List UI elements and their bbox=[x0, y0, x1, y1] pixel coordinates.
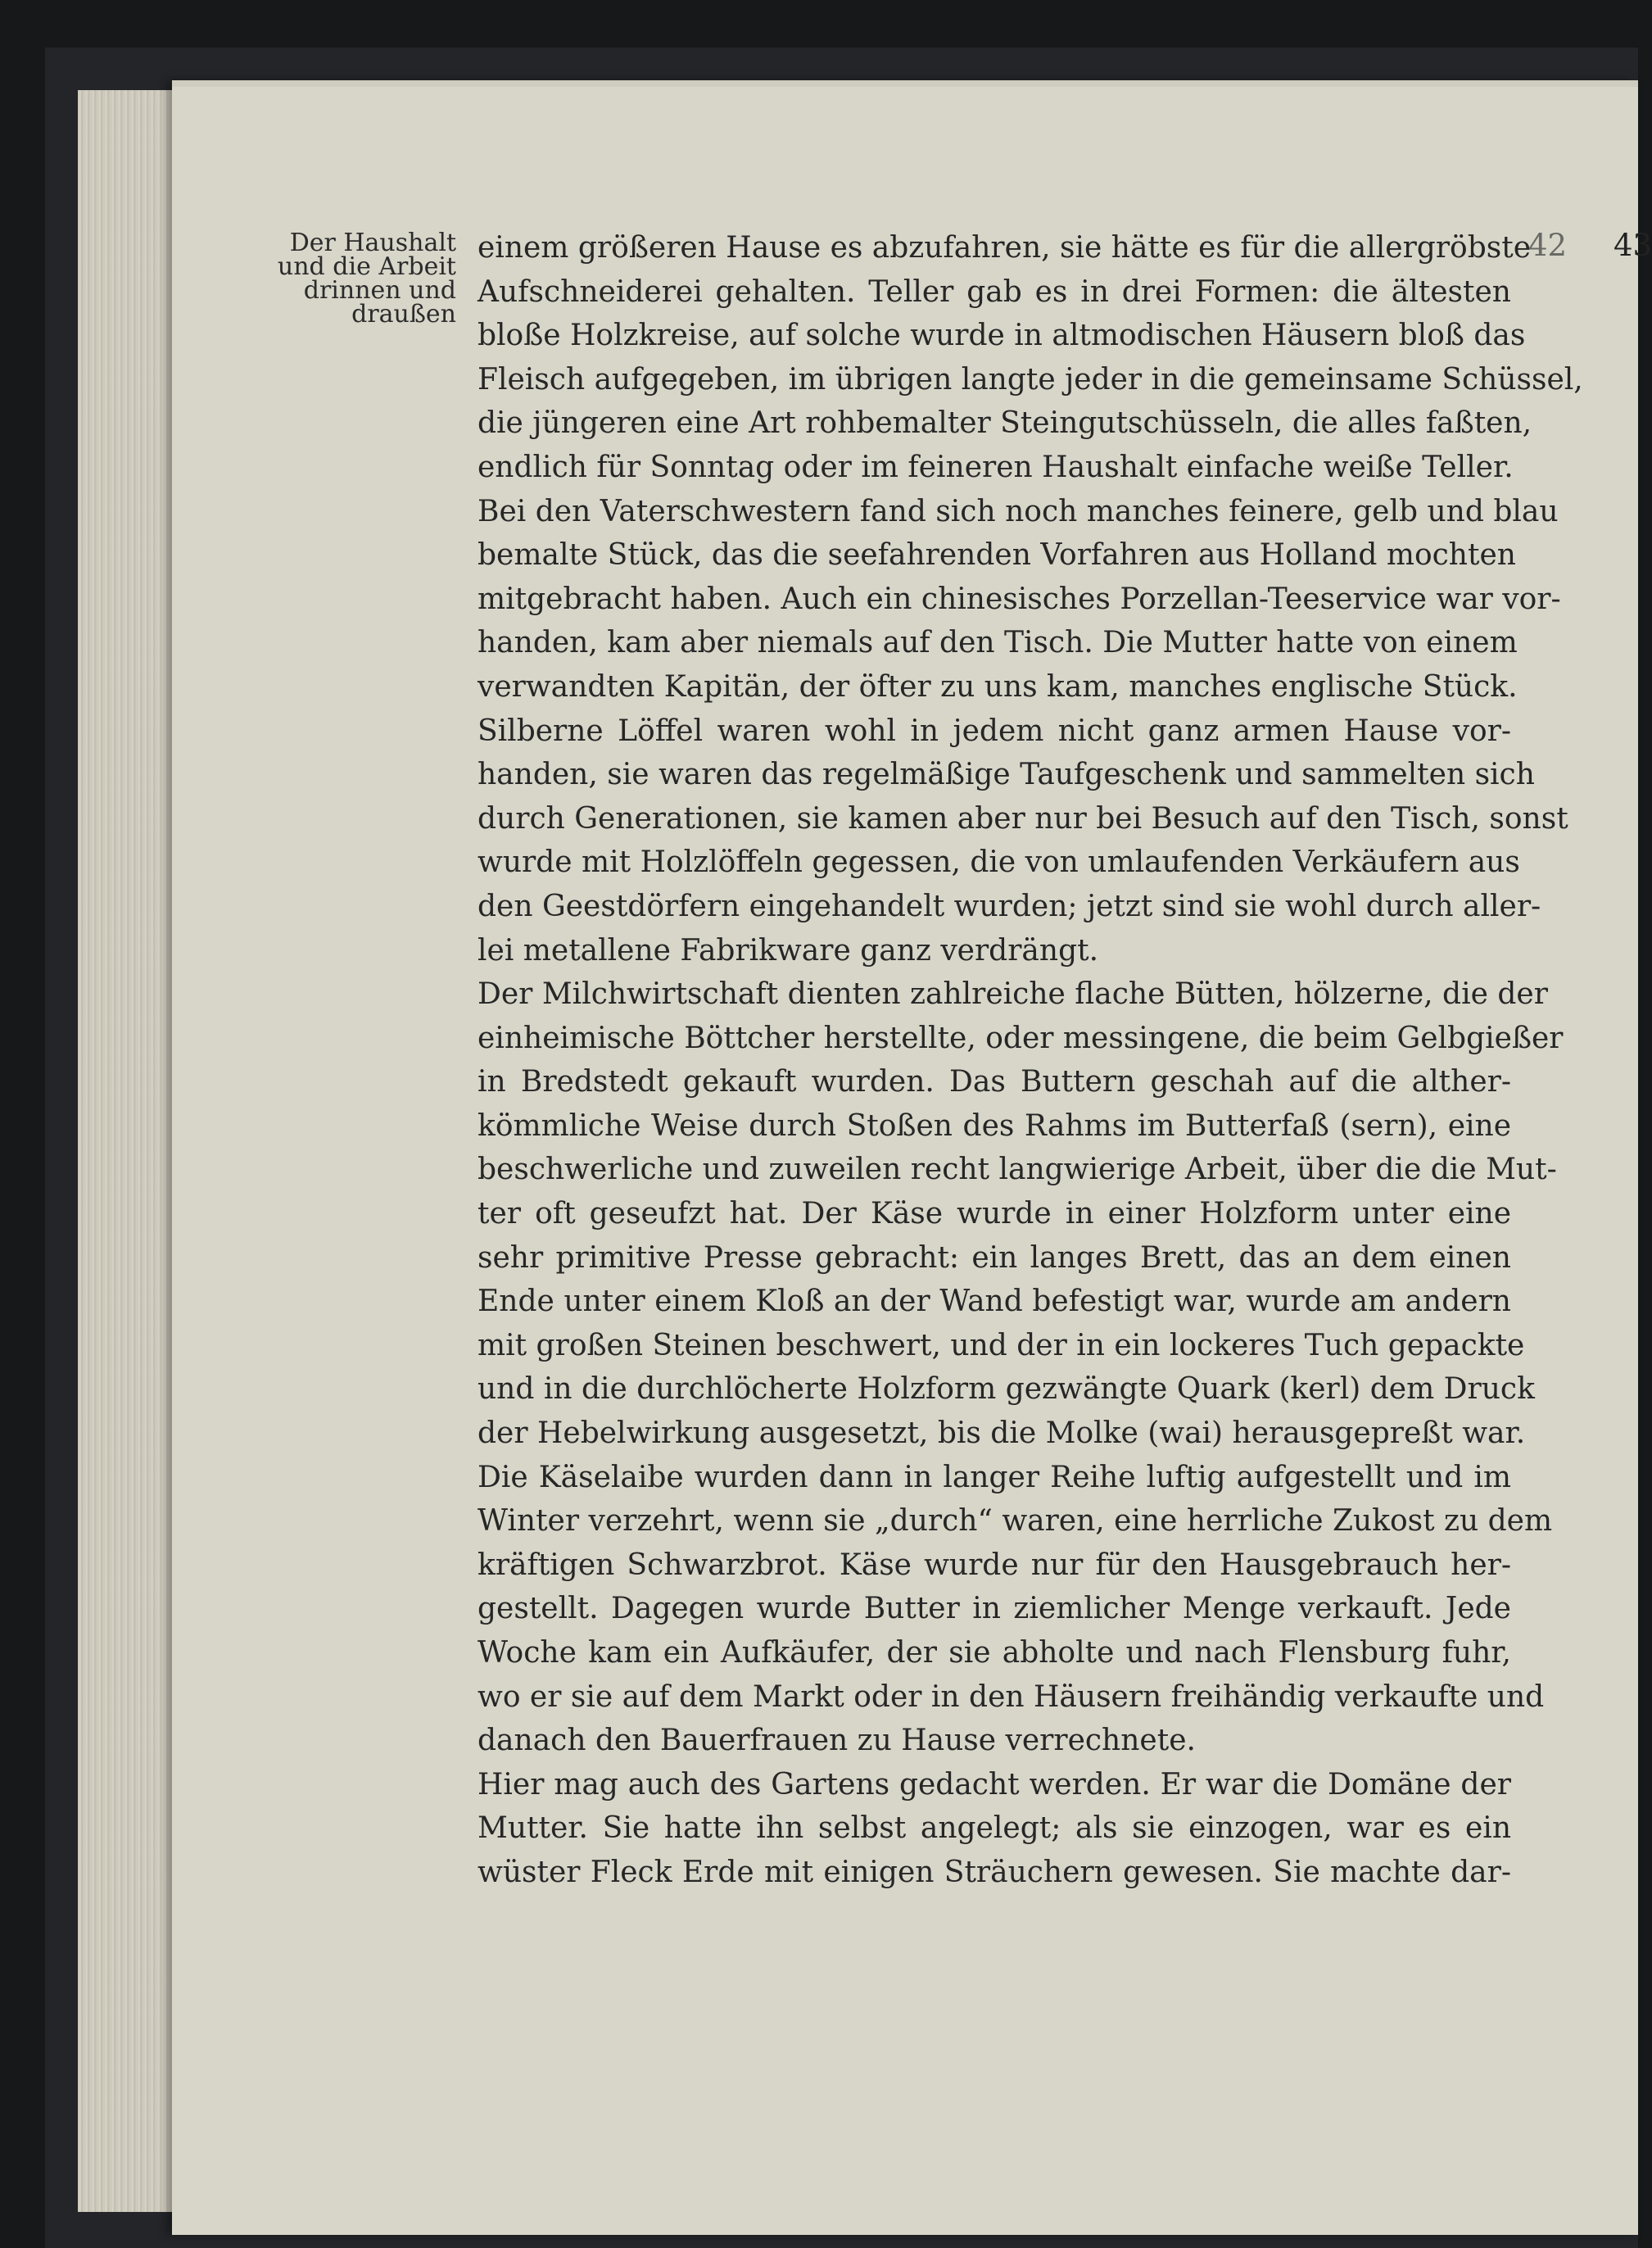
text-line: danach den Bauerfrauen zu Hause verrechnete. bbox=[477, 1724, 1196, 1758]
marginal-line: und die Arbeit bbox=[277, 252, 456, 281]
text-line: Ende unter einem Kloß an der Wand befestigt war, wurde am andern bbox=[477, 1285, 1511, 1319]
text-line: endlich für Sonntag oder im feineren Haushalt einfache weiße Teller. bbox=[477, 450, 1514, 484]
page-top-edge bbox=[172, 80, 1638, 87]
text-line: und in die durchlöcherte Holzform gezwängte Quark (kerl) dem Druck bbox=[477, 1372, 1535, 1407]
text-line: wo er sie auf dem Markt oder in den Häusern freihändig verkaufte und bbox=[477, 1679, 1545, 1714]
text-line: Der Milchwirtschaft dienten zahlreiche flache Bütten, hölzerne, die der bbox=[477, 977, 1548, 1012]
next-page-number: 43 bbox=[1614, 228, 1652, 263]
text-line: verwandten Kapitän, der öfter zu uns kam, manches englische Stück. bbox=[477, 669, 1518, 704]
text-line: der Hebelwirkung ausgesetzt, bis die Molke (wai) herausgepreßt war. bbox=[477, 1416, 1526, 1451]
text-line: handen, sie waren das regelmäßige Taufgeschenk und sammelten sich bbox=[477, 758, 1535, 792]
text-line: Mutter. Sie hatte ihn selbst angelegt; als sie einzogen, war es ein bbox=[477, 1811, 1511, 1846]
marginal-note bbox=[225, 229, 456, 329]
text-line: Aufschneiderei gehalten. Teller gab es in drei Formen: die ältesten bbox=[477, 274, 1511, 309]
text-line: wurde mit Holzlöffeln gegessen, die von umlaufenden Verkäufern aus bbox=[477, 845, 1520, 880]
text-line: einem größeren Hause es abzufahren, sie hätte es für die allergröbste bbox=[477, 231, 1531, 265]
page-number: 42 bbox=[1528, 228, 1568, 263]
text-line: den Geestdörfern eingehandelt wurden; jetzt sind sie wohl durch aller- bbox=[477, 889, 1541, 923]
text-line: Woche kam ein Aufkäufer, der sie abholte und nach Flensburg fuhr, bbox=[477, 1636, 1511, 1670]
text-line: bloße Holzkreise, auf solche wurde in altmodischen Häusern bloß das bbox=[477, 319, 1526, 353]
text-line: ter oft geseufzt hat. Der Käse wurde in einer Holzform unter eine bbox=[477, 1197, 1511, 1231]
text-line: einheimische Böttcher herstellte, oder messingene, die beim Gelbgießer bbox=[477, 1021, 1564, 1055]
text-line: Silberne Löffel waren wohl in jedem nicht ganz armen Hause vor- bbox=[477, 714, 1511, 748]
text-line: bemalte Stück, das die seefahrenden Vorfahren aus Holland mochten bbox=[477, 538, 1516, 573]
text-line: kräftigen Schwarzbrot. Käse wurde nur für den Hausgebrauch her- bbox=[477, 1548, 1511, 1582]
text-line: sehr primitive Presse gebracht: ein langes Brett, das an dem einen bbox=[477, 1240, 1511, 1275]
text-line: handen, kam aber niemals auf den Tisch. Die Mutter hatte von einem bbox=[477, 626, 1518, 660]
text-line: Bei den Vaterschwestern fand sich noch manches feinere, gelb und blau bbox=[477, 494, 1559, 528]
text-line: Winter verzehrt, wenn sie „durch“ waren, eine herrliche Zukost zu dem bbox=[477, 1504, 1553, 1539]
marginal-line: draußen bbox=[351, 300, 456, 329]
text-line: Fleisch aufgegeben, im übrigen langte jeder in die gemeinsame Schüssel, bbox=[477, 362, 1583, 397]
text-line: Hier mag auch des Gartens gedacht werden. Er war die Domäne der bbox=[477, 1767, 1511, 1802]
marginal-line: drinnen und bbox=[303, 276, 456, 305]
text-line: Die Käselaibe wurden dann in langer Reihe luftig aufgestellt und im bbox=[477, 1460, 1511, 1494]
page-stack-edge bbox=[78, 90, 176, 2212]
text-line: gestellt. Dagegen wurde Butter in ziemlicher Menge verkauft. Jede bbox=[477, 1592, 1511, 1626]
text-line: kömmliche Weise durch Stoßen des Rahms im Butterfaß (sern), eine bbox=[477, 1108, 1511, 1143]
text-line: in Bredstedt gekauft wurden. Das Buttern geschah auf die alther- bbox=[477, 1065, 1511, 1099]
text-line: beschwerliche und zuweilen recht langwierige Arbeit, über die die Mut- bbox=[477, 1153, 1557, 1187]
text-line: durch Generationen, sie kamen aber nur bei Besuch auf den Tisch, sonst bbox=[477, 801, 1568, 836]
marginal-line: Der Haushalt bbox=[289, 229, 456, 257]
text-line: die jüngeren eine Art rohbemalter Steingutschüsseln, die alles faßten, bbox=[477, 406, 1532, 441]
text-line: wüster Fleck Erde mit einigen Sträuchern gewesen. Sie machte dar- bbox=[477, 1855, 1511, 1889]
text-line: mit großen Steinen beschwert, und der in ein lockeres Tuch gepackte bbox=[477, 1328, 1525, 1362]
text-line: lei metallene Fabrikware ganz verdrängt. bbox=[477, 933, 1099, 968]
text-line: mitgebracht haben. Auch ein chinesisches Porzellan-Teeservice war vor- bbox=[477, 582, 1561, 616]
